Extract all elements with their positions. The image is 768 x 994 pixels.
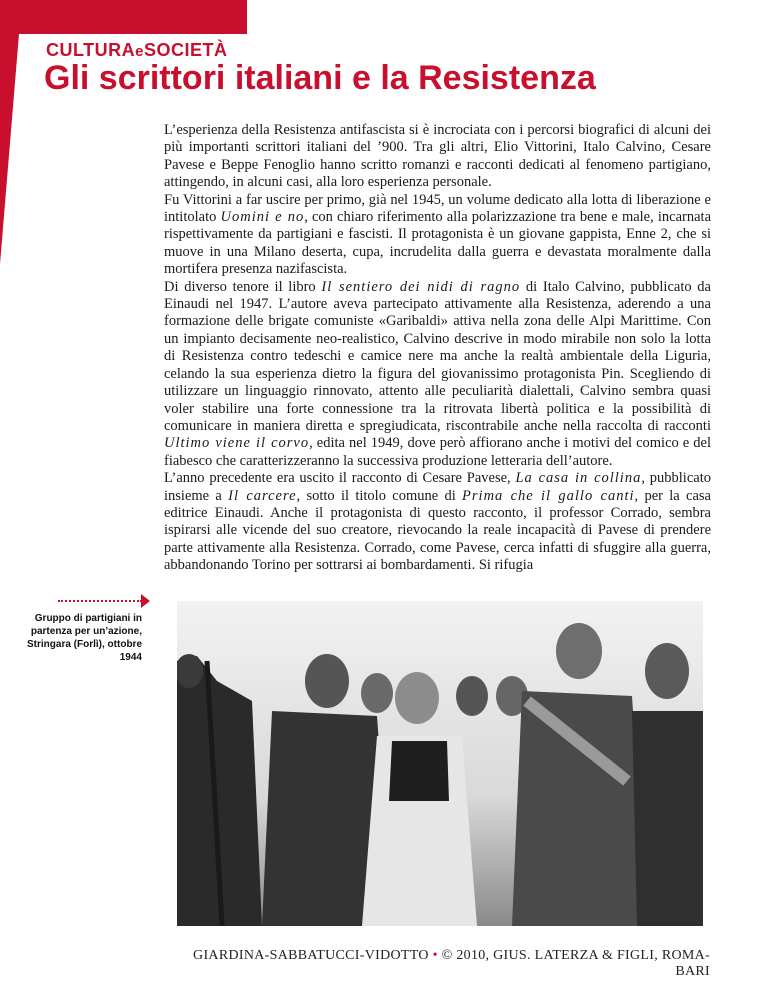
book-title: La casa in collina [515,470,642,487]
photo-caption: Gruppo di partigiani in partenza per un’azione, Stringara (Forlì), ottobre 1944 [27,613,142,663]
paragraph-text: L’esperienza della Resistenza antifascista si è incrociata con i percorsi biografici di alcuni dei più importanti scrittori italiani del ’900. Tra gli altri, Elio Vittorini, Italo Calvino, Cesare Pavese e Beppe Fenoglio hanno scritto romanzi e racconti dedicati al fenomeno partigiano, attingendo, in alcuni casi, alla loro esperienza personale. [164,122,711,191]
caption-arrow-icon [141,594,150,608]
paragraph-text: Di diverso tenore il libro [164,278,322,295]
paragraph [164,122,711,192]
book-title: Uomini e no [220,209,305,226]
page-footer [190,948,710,980]
paragraph-text: L’anno precedente era uscito il racconto di Cesare Pavese, [164,470,516,487]
section-culture: CULTURA [46,40,136,60]
paragraph-text: , sotto il titolo comune di [296,487,463,504]
section-and: e [135,43,144,60]
paragraph-text: , pubblicato insieme a [164,470,711,504]
partisans-photo [177,601,703,926]
header-slant-decoration [0,34,19,264]
book-title: Il carcere [228,487,297,504]
paragraph-text: , per la casa editrice Einaudi. Anche il protagonista di questo racconto, il professor Corrado, sembra ispirarsi alle vicende del suo creatore, rievocando la reale incapacità di Pavese di prendere parte attivamente alla Resistenza. Corrado, come Pavese, cerca infatti di sfuggire alla guerra, abbandonando Torino per sottrarsi ai bombardamenti. Si rifugia [164,487,711,574]
paragraph [164,470,711,574]
book-title: Prima che il gallo canti [462,487,635,504]
footer-copyright: © 2010, GIUS. LATERZA & FIGLI, ROMA-BARI [441,948,710,979]
paragraph-text: , con chiaro riferimento alla polarizzazione tra bene e male, incarnata rispettivamente da partigiani e fascisti. Il protagonista è un giovane gappista, Enne 2, che si muove in una Milano deserta, cupa, incrudelita dalla guerra e devastata moralmente dalla mortifera presenza nazifascista. [164,209,712,278]
paragraph [164,192,711,279]
book-title: Il sentiero dei nidi di ragno [321,278,521,295]
section-society: SOCIETÀ [144,40,228,60]
paragraph-text: , edita nel 1949, dove però affiorano anche i motivi del comico e del fiabesco che caratterizzeranno la successiva produzione letteraria dell’autore. [164,435,712,469]
page-title: Gli scrittori italiani e la Resistenza [44,59,596,97]
footer-authors: GIARDINA-SABBATUCCI-VIDOTTO [193,948,429,963]
book-title: Ultimo viene il corvo [164,435,310,452]
paragraph-text: Fu Vittorini a far uscire per primo, già nel 1945, un volume dedicato alla lotta di liberazione e intitolato [164,191,711,226]
section-label [46,40,228,61]
paragraph-text: di Italo Calvino, pubblicato da Einaudi nel 1947. L’autore aveva partecipato attivamente alla Resistenza, aderendo a una formazione delle brigate comuniste «Garibaldi» attiva nella zona delle Alpi Marittime. Con un impianto decisamente neo-realistico, Calvino descrive in modo mirabile non solo la lotta di Resistenza contro tedeschi e camice nere ma anche la realtà ambientale della Liguria, celando la sua esperienza dietro la figura del giovanissimo protagonista Pin. Scegliendo di utilizzare un linguaggio rinnovato, attento alle peculiarità dialettali, Calvino sembra quasi voler stabilire una forte connessione tra la ritrovata libertà politica e la possibilità di comunicare in maniera diretta e spregiudicata, riscontrabile anche nella raccolta di racconti [164,278,711,434]
header-tab [0,0,247,34]
article-body [164,122,711,575]
caption-dotted-line [58,600,142,602]
footer-bullet: • [432,948,438,963]
paragraph [164,279,711,470]
